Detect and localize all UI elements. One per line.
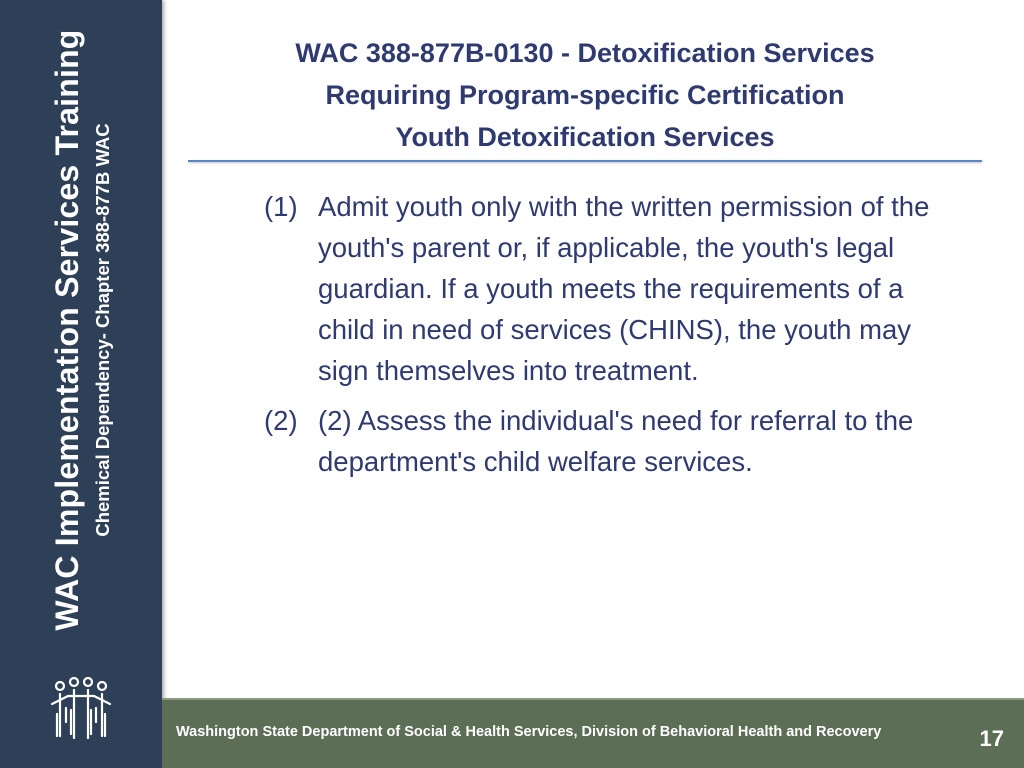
- title-line-2: Requiring Program-specific Certification: [325, 80, 845, 110]
- slide-title: [190, 32, 980, 158]
- footer-organization: Washington State Department of Social & Health Services, Division of Behavioral Health and Recovery: [176, 724, 882, 740]
- list-item-number: (1): [264, 191, 298, 222]
- list-item-text: (2) Assess the individual's need for referral to the department's child welfare services.: [318, 405, 914, 477]
- dshs-people-logo-icon: [46, 674, 116, 744]
- list-item-text: Admit youth only with the written permission of the youth's parent or, if applicable, the youth's legal guardian. If a youth meets the requirements of a child in need of services (CHINS), the youth may sign themselves into treatment.: [318, 191, 930, 386]
- title-divider: [188, 160, 982, 162]
- sidebar-subtitle: Chemical Dependency- Chapter 388-877B WAC: [92, 123, 113, 537]
- title-line-3: Youth Detoxification Services: [395, 122, 775, 152]
- page-number: 17: [979, 726, 1004, 751]
- sidebar-text-block: [21, 30, 141, 630]
- content-list: [264, 186, 964, 491]
- list-item: [264, 186, 964, 391]
- title-line-1: WAC 388-877B-0130 - Detoxification Services: [295, 38, 875, 68]
- sidebar-title: WAC Implementation Services Training: [49, 29, 85, 631]
- list-item: [264, 400, 964, 482]
- sidebar: [0, 0, 162, 768]
- footer-bar: [162, 698, 1024, 768]
- list-item-number: (2): [264, 405, 298, 436]
